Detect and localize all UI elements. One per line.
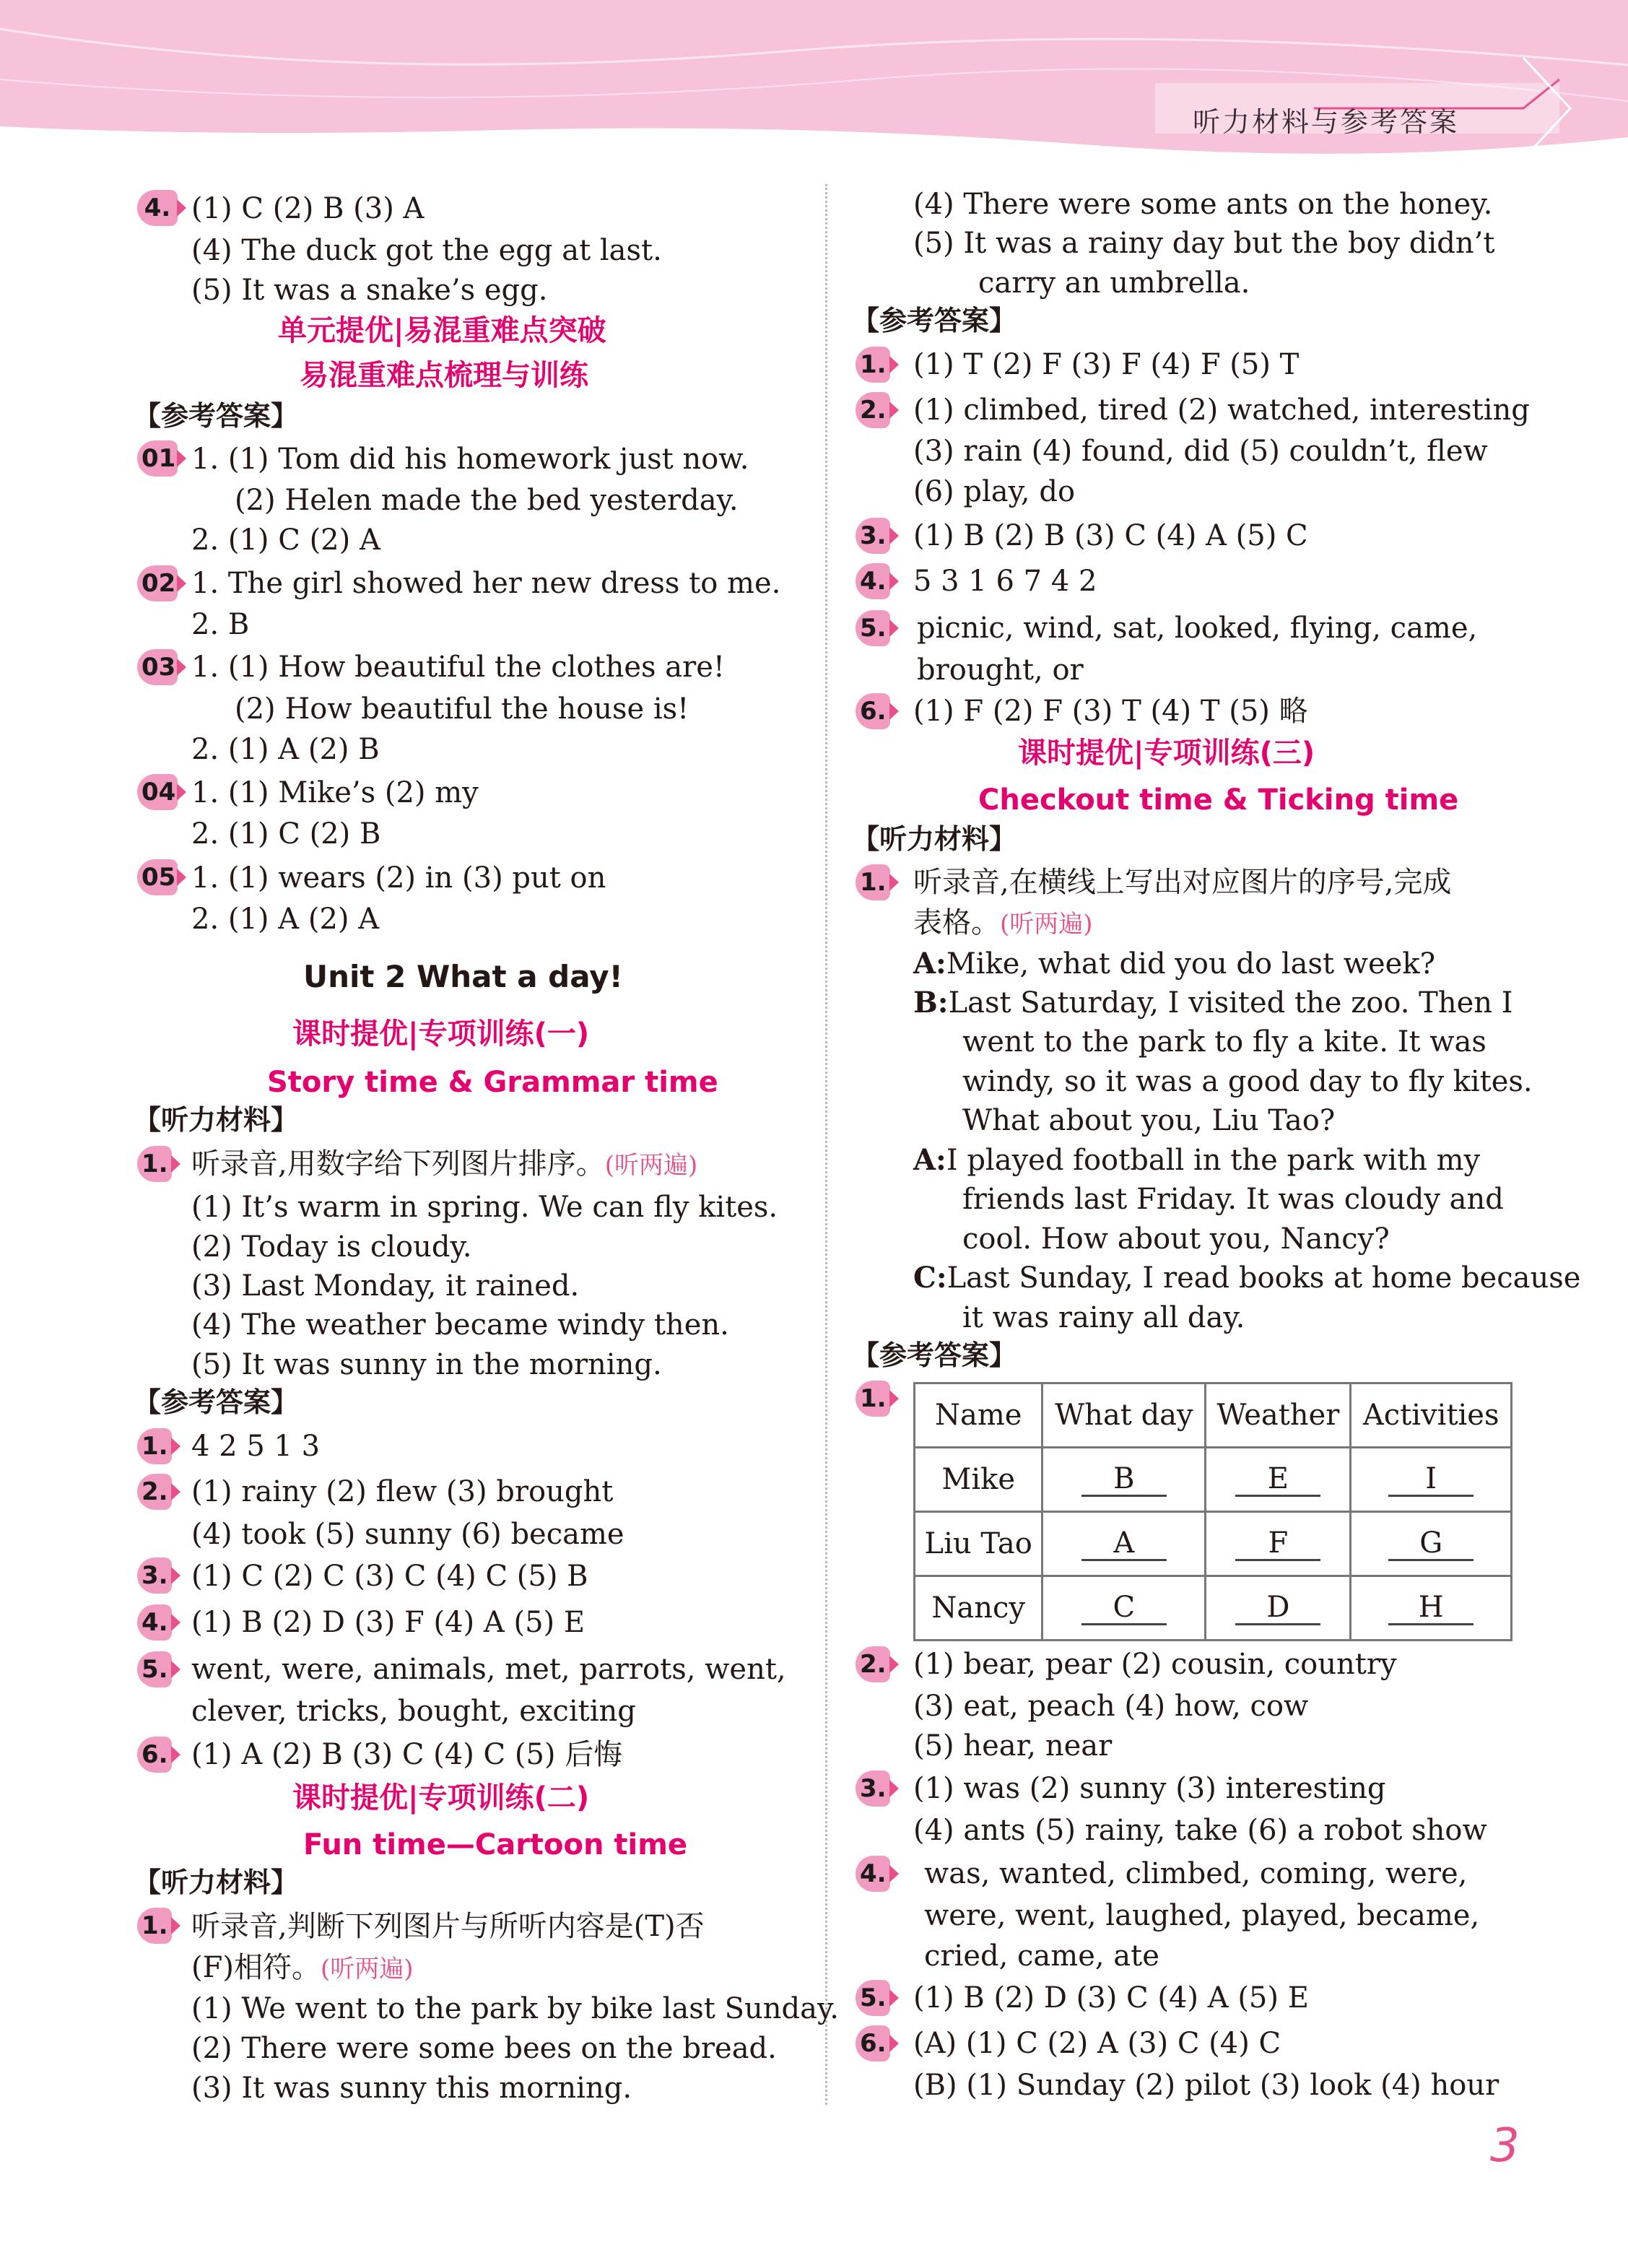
answer-line: 1. (1) Tom did his homework just now.	[191, 443, 749, 476]
section-title: 课时提优|专项训练(一)	[292, 1017, 590, 1051]
dialogue-line: A:Mike, what did you do last week?	[913, 947, 1436, 981]
question-badge: 1.	[856, 1381, 890, 1417]
answer-heading: 【参考答案】	[852, 305, 1017, 336]
answer-line: 2. (1) A (2) A	[191, 903, 380, 936]
table-header-cell: Name	[915, 1383, 1042, 1448]
answer-line: (1) B (2) D (3) F (4) A (5) E	[191, 1606, 586, 1639]
listening-line: carry an umbrella.	[978, 266, 1250, 300]
unit-title: Unit 2 What a day!	[303, 959, 623, 994]
question-badge: 02	[137, 565, 178, 601]
answer-line: clever, tricks, bought, exciting	[191, 1695, 636, 1728]
speaker-label: B:	[913, 986, 949, 1020]
answer-line: (1) A (2) B (3) C (4) C (5) 后悔	[191, 1738, 623, 1771]
answer-line: 4 2 5 1 3	[191, 1430, 321, 1463]
column-divider	[825, 184, 827, 2105]
question-badge: 5.	[137, 1651, 172, 1687]
question-badge: 3.	[856, 1770, 890, 1807]
table-row	[915, 1576, 1512, 1641]
answer-line: (6) play, do	[913, 475, 1076, 508]
answer-line: 2. (1) A (2) B	[191, 733, 380, 766]
section-title: 单元提优|易混重难点突破	[278, 314, 606, 347]
dialogue-line: cool. How about you, Nancy?	[962, 1222, 1390, 1256]
answer-line: (1) C (2) B (3) A	[191, 192, 425, 225]
table-cell	[1206, 1448, 1351, 1512]
answer-blank: E	[1235, 1463, 1320, 1497]
answer-heading: 【参考答案】	[134, 1386, 299, 1418]
question-badge: 4.	[137, 1604, 172, 1641]
answer-line: 1. (1) How beautiful the clothes are!	[191, 651, 725, 684]
answer-line: (2) How beautiful the house is!	[235, 692, 689, 726]
answer-line: went, were, animals, met, parrots, went,	[191, 1653, 786, 1686]
question-badge: 4.	[856, 1856, 890, 1892]
question-badge: 4.	[856, 563, 890, 599]
table-cell: Nancy	[915, 1576, 1042, 1641]
table-cell	[1351, 1448, 1512, 1512]
question-badge: 6.	[856, 693, 890, 729]
table-cell	[1042, 1512, 1206, 1576]
table-header-cell: What day	[1042, 1383, 1206, 1448]
question-badge: 4.	[137, 190, 178, 226]
answer-blank: I	[1388, 1463, 1474, 1497]
answer-line: 2. (1) C (2) B	[191, 817, 381, 851]
question-badge: 1.	[137, 1428, 172, 1464]
section-subtitle: Fun time—Cartoon time	[303, 1828, 688, 1861]
answer-line: (5) It was a snake’s egg.	[191, 274, 548, 307]
answer-line: cried, came, ate	[924, 1939, 1159, 1973]
question-badge: 2.	[856, 1646, 890, 1682]
question-badge: 2.	[856, 392, 890, 428]
section-title: 课时提优|专项训练(三)	[1018, 737, 1315, 770]
table-cell	[1042, 1576, 1206, 1641]
table-row	[915, 1448, 1512, 1512]
answer-blank: A	[1081, 1527, 1167, 1561]
question-badge: 5.	[856, 610, 890, 646]
page-number: 3	[1490, 2119, 1520, 2173]
answer-line: (1) B (2) D (3) C (4) A (5) E	[913, 1981, 1309, 2015]
listening-heading: 【听力材料】	[134, 1104, 299, 1136]
answer-blank: H	[1388, 1591, 1474, 1625]
listening-line: (2) There were some bees on the bread.	[191, 2032, 777, 2065]
table-header-cell: Weather	[1206, 1383, 1351, 1448]
answer-line: 1. The girl showed her new dress to me.	[191, 567, 781, 600]
speaker-label: A:	[913, 947, 946, 981]
listening-heading: 【听力材料】	[852, 823, 1017, 855]
hint-text: (听两遍)	[604, 1151, 698, 1180]
speaker-label: A:	[913, 1143, 946, 1177]
answer-line: (1) C (2) C (3) C (4) C (5) B	[191, 1560, 588, 1593]
answer-line: (1) F (2) F (3) T (4) T (5) 略	[913, 695, 1308, 728]
answer-line: was, wanted, climbed, coming, were,	[924, 1857, 1468, 1890]
dialogue-line: What about you, Liu Tao?	[962, 1104, 1336, 1137]
table-cell	[1206, 1512, 1351, 1576]
question-text: (F)相符。(听两遍)	[191, 1951, 414, 1984]
dialogue-line: it was rainy all day.	[962, 1301, 1245, 1334]
table-cell: Liu Tao	[915, 1512, 1042, 1576]
section-title: 课时提优|专项训练(二)	[292, 1781, 590, 1815]
dialogue-line: friends last Friday. It was cloudy and	[962, 1183, 1504, 1216]
listening-line: (4) There were some ants on the honey.	[913, 188, 1493, 221]
answer-heading: 【参考答案】	[134, 400, 299, 432]
question-badge: 6.	[856, 2025, 890, 2061]
question-text: 表格。(听两遍)	[913, 906, 1093, 939]
answer-line: (4) ants (5) rainy, take (6) a robot show	[913, 1814, 1487, 1847]
answer-line: picnic, wind, sat, looked, flying, came,	[917, 612, 1478, 645]
table-cell	[1206, 1576, 1351, 1641]
answer-blank: D	[1235, 1591, 1320, 1625]
question-badge: 6.	[137, 1737, 172, 1773]
answer-line: brought, or	[917, 653, 1084, 687]
table-cell: Mike	[915, 1448, 1042, 1512]
answer-line: (1) T (2) F (3) F (4) F (5) T	[913, 348, 1300, 381]
answer-line: (1) was (2) sunny (3) interesting	[913, 1772, 1386, 1805]
answer-line: (1) rainy (2) flew (3) brought	[191, 1475, 614, 1508]
answer-line: (1) bear, pear (2) cousin, country	[913, 1648, 1397, 1681]
answer-line: 1. (1) wears (2) in (3) put on	[191, 861, 606, 895]
question-badge: 3.	[137, 1557, 172, 1594]
dialogue-line: C:Last Sunday, I read books at home because	[913, 1261, 1581, 1295]
answer-line: (B) (1) Sunday (2) pilot (3) look (4) hour	[913, 2069, 1499, 2102]
answer-line: were, went, laughed, played, became,	[924, 1899, 1480, 1932]
dialogue-line: B:Last Saturday, I visited the zoo. Then I	[913, 986, 1513, 1020]
question-badge: 03	[137, 649, 178, 685]
answer-line: (3) eat, peach (4) how, cow	[913, 1690, 1309, 1723]
listening-line: (1) We went to the park by bike last Sunday.	[191, 1992, 839, 2025]
listening-heading: 【听力材料】	[134, 1867, 299, 1898]
answer-line: 5 3 1 6 7 4 2	[913, 565, 1097, 598]
answer-line: (4) The duck got the egg at last.	[191, 234, 662, 267]
answer-line: 1. (1) Mike’s (2) my	[191, 776, 479, 809]
answer-line: 2. B	[191, 608, 250, 641]
section-subtitle: Story time & Grammar time	[267, 1066, 718, 1099]
table-header-cell: Activities	[1351, 1383, 1512, 1448]
answer-line: 2. (1) C (2) A	[191, 523, 380, 557]
question-badge: 05	[137, 859, 178, 895]
listening-line: (1) It’s warm in spring. We can fly kites.	[191, 1191, 778, 1224]
question-text: 听录音,用数字给下列图片排序。(听两遍)	[191, 1147, 698, 1181]
question-text: 听录音,在横线上写出对应图片的序号,完成	[913, 866, 1452, 899]
answer-line: (A) (1) C (2) A (3) C (4) C	[913, 2027, 1281, 2060]
answer-table	[913, 1382, 1512, 1641]
listening-line: (3) It was sunny this morning.	[191, 2072, 632, 2105]
table-cell	[1351, 1512, 1512, 1576]
table-cell	[1351, 1576, 1512, 1641]
speaker-label: C:	[913, 1261, 947, 1295]
question-badge: 1.	[137, 1908, 172, 1944]
listening-line: (5) It was a rainy day but the boy didn’t	[913, 227, 1495, 260]
answer-line: (3) rain (4) found, did (5) couldn’t, flew	[913, 435, 1488, 468]
answer-line: (1) climbed, tired (2) watched, interesting	[913, 394, 1530, 427]
table-cell	[1042, 1448, 1206, 1512]
question-badge: 1.	[137, 1146, 172, 1182]
dialogue-line: went to the park to fly a kite. It was	[962, 1025, 1486, 1059]
answer-blank: C	[1081, 1591, 1167, 1625]
answer-line: (4) took (5) sunny (6) became	[191, 1518, 624, 1551]
table-row	[915, 1512, 1512, 1576]
answer-heading: 【参考答案】	[852, 1339, 1017, 1371]
hint-text: (听两遍)	[320, 1955, 414, 1984]
question-badge: 04	[137, 774, 178, 810]
dialogue-line: A:I played football in the park with my	[913, 1143, 1481, 1177]
hint-text: (听两遍)	[1000, 910, 1093, 939]
answer-blank: B	[1081, 1463, 1167, 1497]
answer-line: (2) Helen made the bed yesterday.	[235, 484, 739, 517]
listening-line: (2) Today is cloudy.	[191, 1230, 472, 1264]
question-badge: 1.	[856, 864, 890, 900]
answer-line: (5) hear, near	[913, 1729, 1113, 1763]
question-badge: 5.	[856, 1980, 890, 2016]
table-header-row	[915, 1383, 1512, 1448]
answer-blank: F	[1235, 1527, 1320, 1561]
header-title: 听力材料与参考答案	[1193, 106, 1460, 138]
listening-line: (5) It was sunny in the morning.	[191, 1348, 662, 1381]
section-subtitle: Checkout time & Ticking time	[978, 783, 1459, 817]
question-badge: 3.	[856, 518, 890, 554]
question-text: 听录音,判断下列图片与所听内容是(T)否	[191, 1910, 705, 1943]
question-badge: 1.	[856, 347, 890, 383]
listening-line: (3) Last Monday, it rained.	[191, 1269, 580, 1303]
answer-blank: G	[1388, 1527, 1474, 1561]
dialogue-line: windy, so it was a good day to fly kites.	[962, 1065, 1533, 1098]
section-subtitle: 易混重难点梳理与训练	[300, 359, 588, 392]
listening-line: (4) The weather became windy then.	[191, 1308, 729, 1342]
answer-line: (1) B (2) B (3) C (4) A (5) C	[913, 519, 1308, 552]
question-badge: 01	[137, 440, 178, 477]
question-badge: 2.	[137, 1474, 172, 1510]
